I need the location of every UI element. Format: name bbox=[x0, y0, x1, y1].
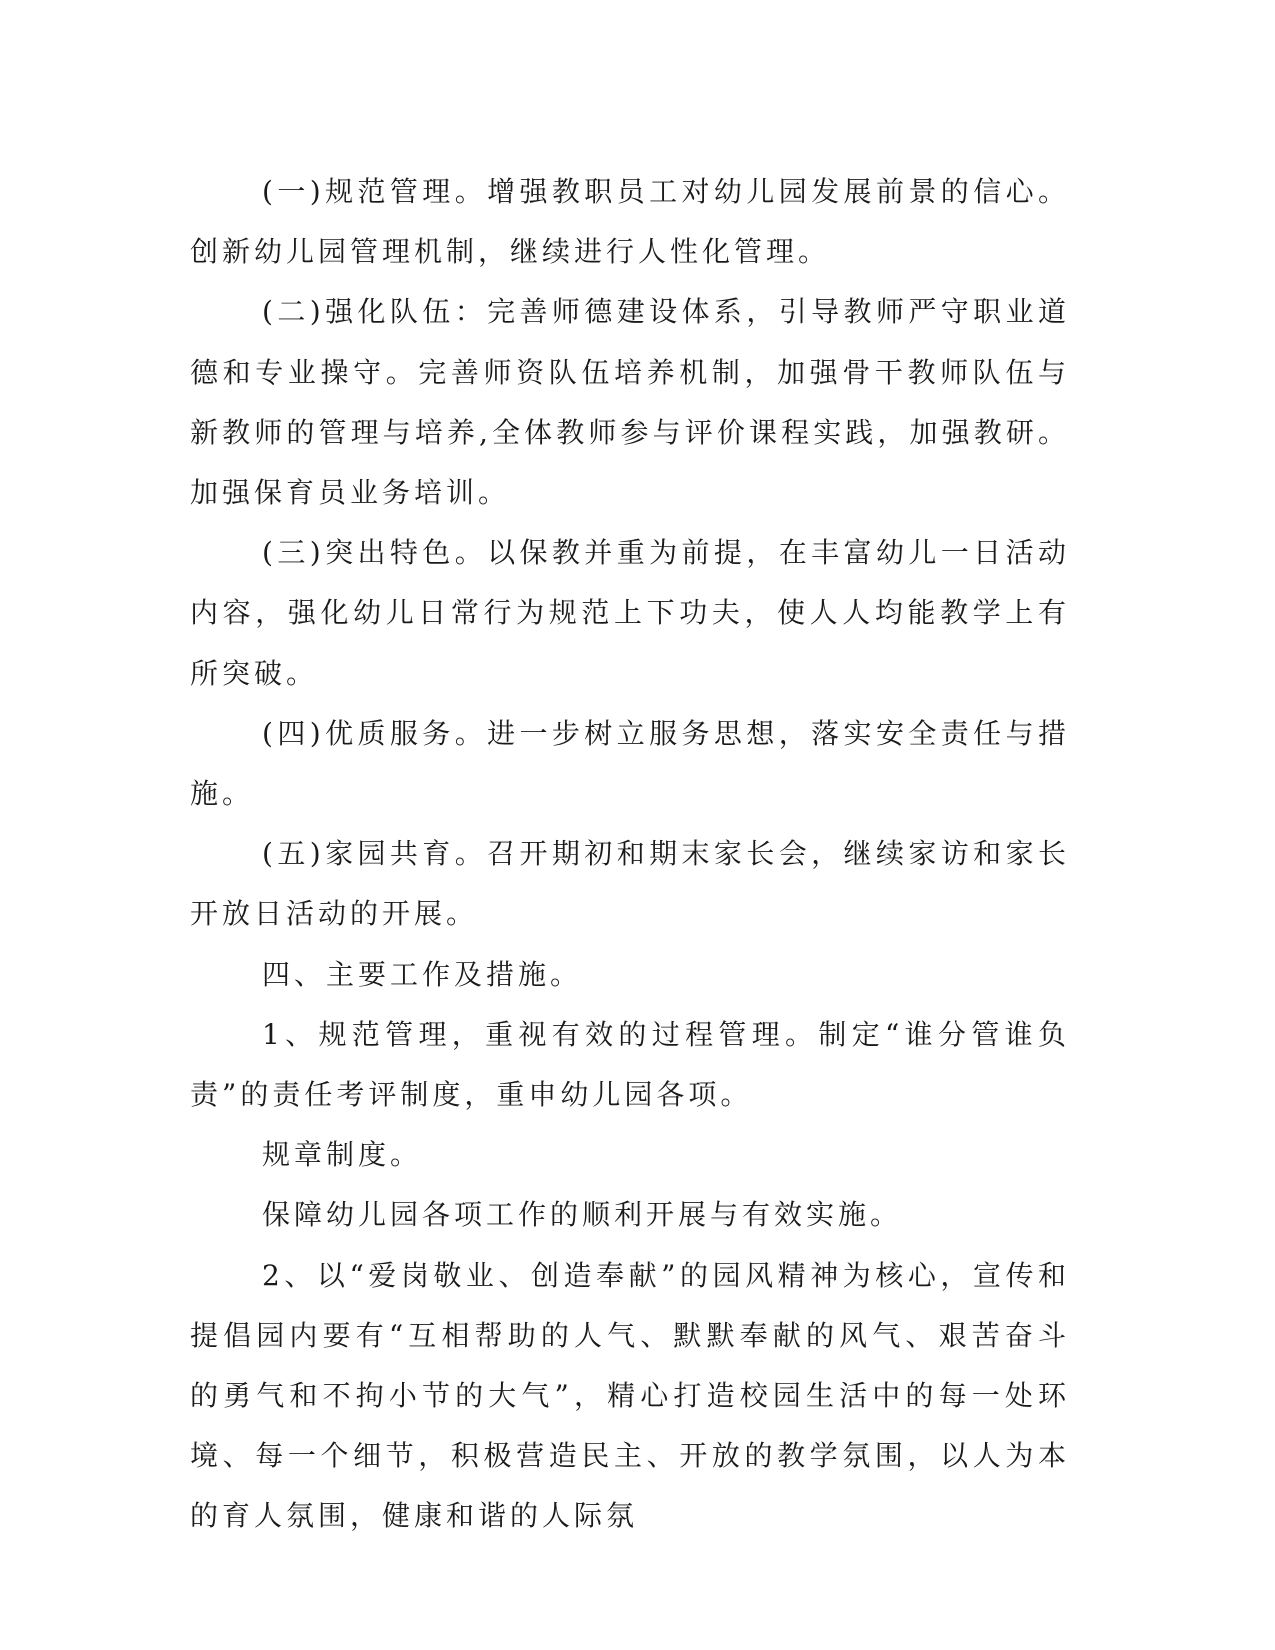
document-body bbox=[190, 162, 1070, 1547]
paragraph-management: (一)规范管理。增强教职员工对幼儿园发展前景的信心。创新幼儿园管理机制，继续进行人性化管理。 bbox=[190, 175, 1070, 269]
paragraph-home-school: (五)家园共育。召开期初和期末家长会，继续家访和家长开放日活动的开展。 bbox=[190, 837, 1070, 931]
paragraph-rules: 规章制度。 bbox=[262, 1138, 423, 1172]
section-heading-main-work: 四、主要工作及措施。 bbox=[262, 957, 583, 991]
paragraph-item-1: 1、规范管理，重视有效的过程管理。制定“谁分管谁负责”的责任考评制度，重申幼儿园各项。 bbox=[190, 1017, 1070, 1112]
paragraph-item-2: 2、以“爱岗敬业、创造奉献”的园风精神为核心，宣传和提倡园内要有“互相帮助的人气、默默奉献的风气、艰苦奋斗的勇气和不拘小节的大气”，精心打造校园生活中的每一处环境、每一个细节，积极营造民主、开放的教学氛围，以人为本的育人氛围，健康和谐的人际氛 bbox=[190, 1258, 1070, 1533]
paragraph-service: (四)优质服务。进一步树立服务思想，落实安全责任与措施。 bbox=[190, 716, 1070, 811]
paragraph-guarantee: 保障幼儿园各项工作的顺利开展与有效实施。 bbox=[262, 1198, 903, 1232]
paragraph-team: (二)强化队伍：完善师德建设体系，引导教师严守职业道德和专业操守。完善师资队伍培养机制，加强骨干教师队伍与新教师的管理与培养,全体教师参与评价课程实践，加强教研。加强保育员业务培训。 bbox=[190, 295, 1070, 510]
paragraph-features: (三)突出特色。以保教并重为前提，在丰富幼儿一日活动内容，强化幼儿日常行为规范上下功夫，使人人均能教学上有所突破。 bbox=[190, 536, 1070, 690]
